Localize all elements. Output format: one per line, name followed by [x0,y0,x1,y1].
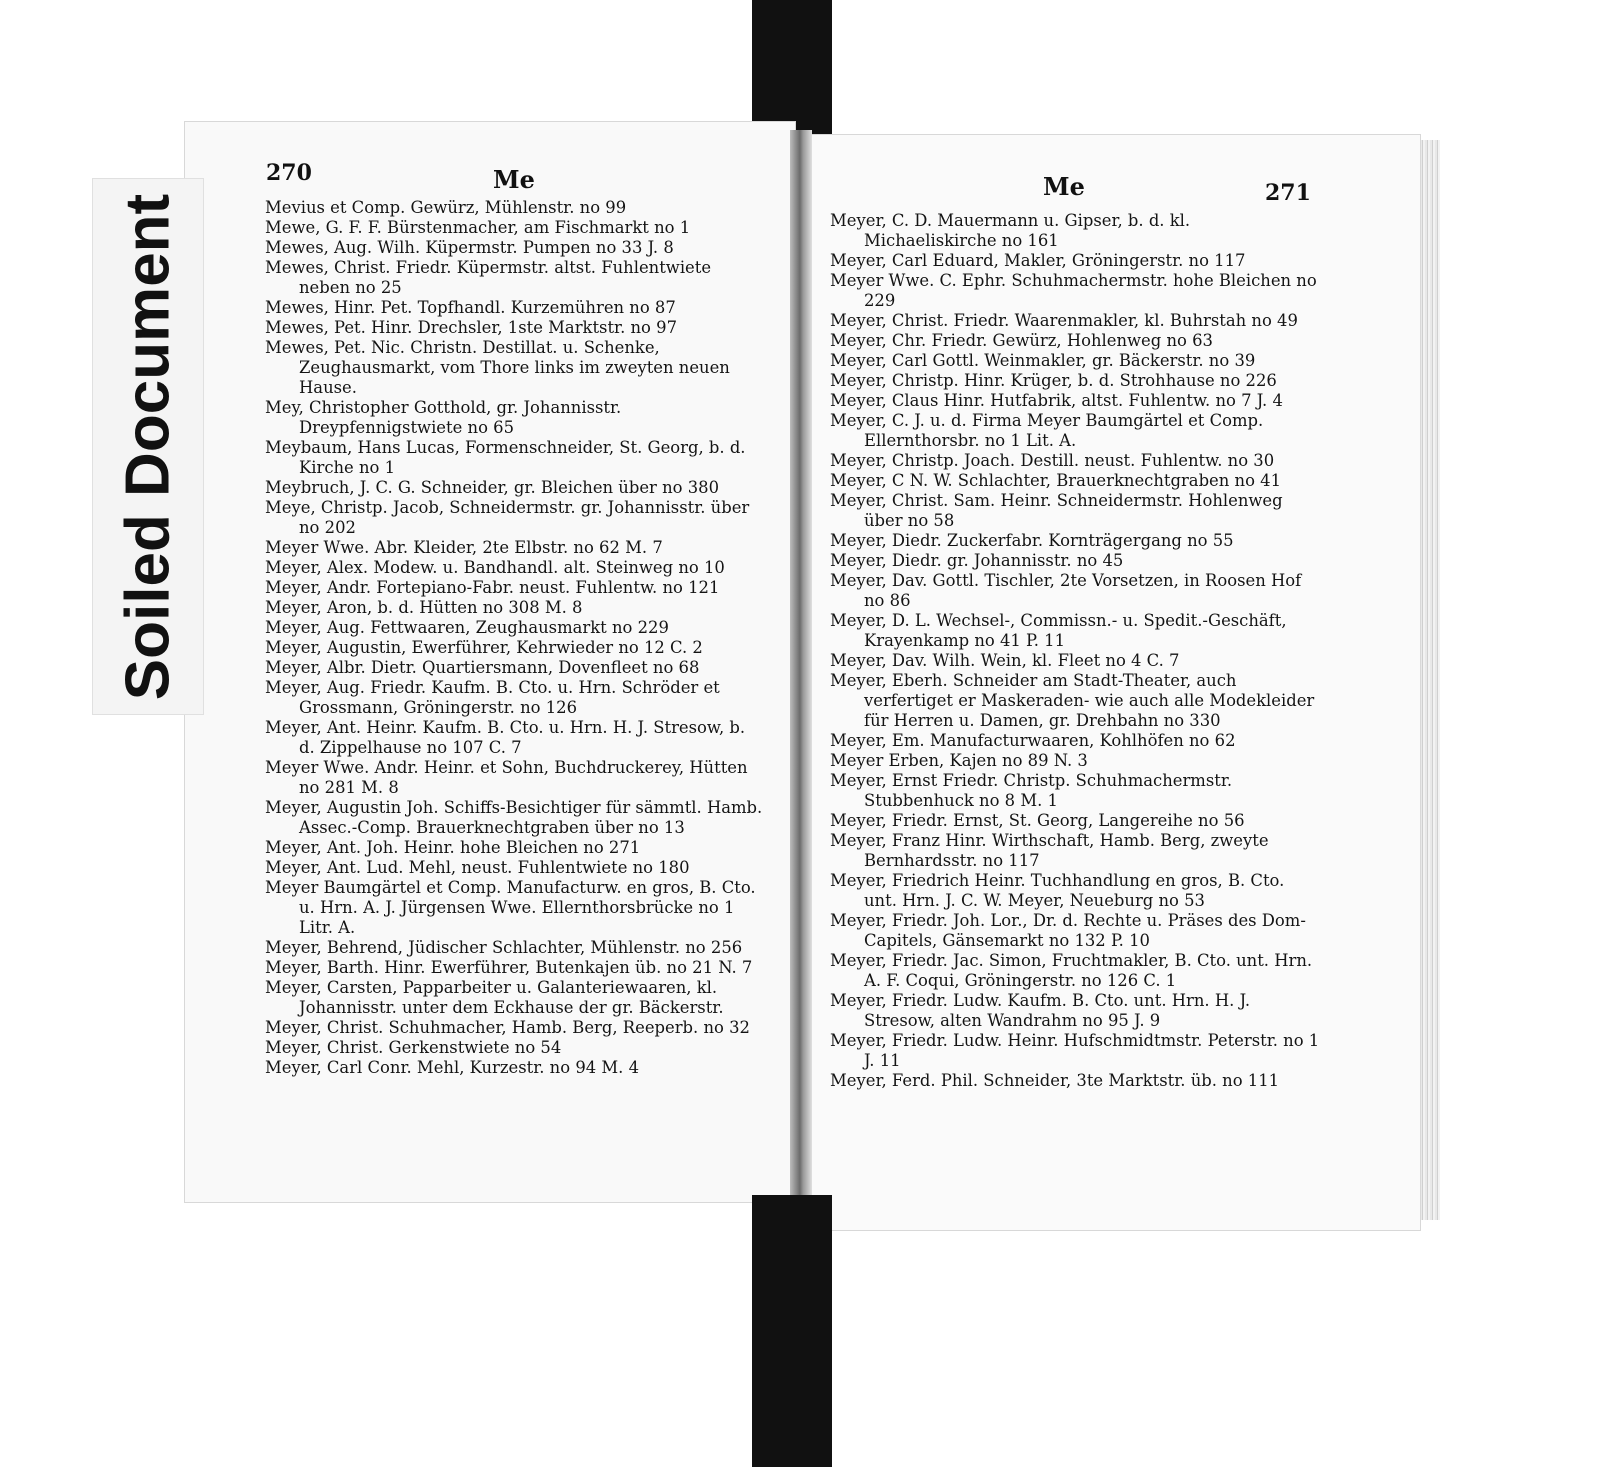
directory-entry: Mewes, Pet. Nic. Christn. Destillat. u. Schenke, Zeughausmarkt, vom Thore links im zweyten neuen Hause. [265,338,730,397]
directory-entry: Meyer, Em. Manufacturwaaren, Kohlhöfen no 62 [830,731,1236,750]
directory-entry: Mewes, Pet. Hinr. Drechsler, 1ste Marktstr. no 97 [265,318,677,337]
directory-entry: Meye, Christp. Jacob, Schneidermstr. gr. Johannisstr. über no 202 [265,498,750,537]
left-entry-list [265,198,765,1078]
directory-entry: Meyer, Aron, b. d. Hütten no 308 M. 8 [265,598,583,617]
directory-entry: Meyer, Diedr. Zuckerfabr. Kornträgergang no 55 [830,531,1234,550]
directory-entry: Meyer, Behrend, Jüdischer Schlachter, Mühlenstr. no 256 [265,938,743,957]
directory-entry: Meyer, C. J. u. d. Firma Meyer Baumgärtel et Comp. Ellernthorsbr. no 1 Lit. A. [830,411,1264,450]
right-page-number: 271 [1265,180,1311,206]
directory-entry: Meyer, Christp. Joach. Destill. neust. Fuhlentw. no 30 [830,451,1275,470]
directory-entry: Mewes, Aug. Wilh. Küpermstr. Pumpen no 33 J. 8 [265,238,674,257]
directory-entry: Meyer, Alex. Modew. u. Bandhandl. alt. Steinweg no 10 [265,558,725,577]
directory-entry: Meyer, Christ. Sam. Heinr. Schneidermstr. Hohlenweg über no 58 [830,491,1283,530]
right-entry-list [830,211,1320,1091]
right-page-header: Me [1043,172,1085,201]
directory-entry: Meyer, Friedr. Joh. Lor., Dr. d. Rechte u. Präses des Dom-Capitels, Gänsemarkt no 132 P. 10 [830,911,1306,950]
directory-entry: Meyer, Friedr. Ludw. Heinr. Hufschmidtmstr. Peterstr. no 1 J. 11 [830,1031,1320,1070]
directory-entry: Meyer, Carl Conr. Mehl, Kurzestr. no 94 M. 4 [265,1058,640,1077]
left-page-header: Me [493,165,535,194]
directory-entry: Meyer, Claus Hinr. Hutfabrik, altst. Fuhlentw. no 7 J. 4 [830,391,1283,410]
directory-entry: Meyer, Ferd. Phil. Schneider, 3te Marktstr. üb. no 111 [830,1071,1280,1090]
directory-entry: Meyer Baumgärtel et Comp. Manufacturw. en gros, B. Cto. u. Hrn. A. J. Jürgensen Wwe. Ellernthorsbrücke no 1 Litr. A. [265,878,756,937]
directory-entry: Meybruch, J. C. G. Schneider, gr. Bleichen über no 380 [265,478,720,497]
directory-entry: Meyer, Albr. Dietr. Quartiersmann, Dovenfleet no 68 [265,658,700,677]
directory-entry: Meyer, Aug. Friedr. Kaufm. B. Cto. u. Hrn. Schröder et Grossmann, Gröningerstr. no 126 [265,678,720,717]
directory-entry: Meyer, Carl Eduard, Makler, Gröningerstr. no 117 [830,251,1246,270]
directory-entry: Mewe, G. F. F. Bürstenmacher, am Fischmarkt no 1 [265,218,691,237]
directory-entry: Meyer, Eberh. Schneider am Stadt-Theater, auch verfertiget er Maskeraden- wie auch alle Modekleider für Herren u. Damen, gr. Drehbahn no 330 [830,671,1315,730]
binding-strap-top [752,0,832,135]
directory-entry: Meyer, Augustin, Ewerführer, Kehrwieder no 12 C. 2 [265,638,703,657]
directory-entry: Meyer, Christ. Gerkenstwiete no 54 [265,1038,562,1057]
directory-entry: Meyer, Christp. Hinr. Krüger, b. d. Strohhause no 226 [830,371,1277,390]
directory-entry: Meyer, C N. W. Schlachter, Brauerknechtgraben no 41 [830,471,1282,490]
directory-entry: Mey, Christopher Gotthold, gr. Johannisstr. Dreypfennigstwiete no 65 [265,398,622,437]
directory-entry: Meyer Wwe. Andr. Heinr. et Sohn, Buchdruckerey, Hütten no 281 M. 8 [265,758,748,797]
directory-entry: Meyer, Dav. Wilh. Wein, kl. Fleet no 4 C. 7 [830,651,1180,670]
directory-entry: Meyer, Friedr. Ludw. Kaufm. B. Cto. unt. Hrn. H. J. Stresow, alten Wandrahm no 95 J. 9 [830,991,1251,1030]
directory-entry: Meyer, Aug. Fettwaaren, Zeughausmarkt no 229 [265,618,669,637]
left-page-number: 270 [266,160,312,186]
directory-entry: Meyer, Christ. Schuhmacher, Hamb. Berg, Reeperb. no 32 [265,1018,750,1037]
directory-entry: Meyer, Franz Hinr. Wirthschaft, Hamb. Berg, zweyte Bernhardsstr. no 117 [830,831,1269,870]
directory-entry: Meyer, Friedr. Ernst, St. Georg, Langereihe no 56 [830,811,1245,830]
directory-entry: Meyer, Christ. Friedr. Waarenmakler, kl. Buhrstah no 49 [830,311,1298,330]
directory-entry: Meyer, Friedrich Heinr. Tuchhandlung en gros, B. Cto. unt. Hrn. J. C. W. Meyer, Neueburg no 53 [830,871,1285,910]
directory-entry: Meyer, Barth. Hinr. Ewerführer, Butenkajen üb. no 21 N. 7 [265,958,753,977]
directory-entry: Mevius et Comp. Gewürz, Mühlenstr. no 99 [265,198,627,217]
directory-entry: Meyer, Chr. Friedr. Gewürz, Hohlenweg no 63 [830,331,1213,350]
directory-entry: Meyer, Dav. Gottl. Tischler, 2te Vorsetzen, in Roosen Hof no 86 [830,571,1302,610]
directory-entry: Meyer Erben, Kajen no 89 N. 3 [830,751,1088,770]
directory-entry: Meyer, Ant. Lud. Mehl, neust. Fuhlentwiete no 180 [265,858,690,877]
directory-entry: Meyer, Augustin Joh. Schiffs-Besichtiger für sämmtl. Hamb. Assec.-Comp. Brauerknechtgraben über no 13 [265,798,763,837]
binding-strap-bottom [752,1195,832,1467]
directory-entry: Meyer, Friedr. Jac. Simon, Fruchtmakler, B. Cto. unt. Hrn. A. F. Coqui, Gröningerstr. no 126 C. 1 [830,951,1313,990]
directory-entry: Meyer, D. L. Wechsel-, Commissn.- u. Spedit.-Geschäft, Krayenkamp no 41 P. 11 [830,611,1287,650]
book-gutter [790,130,812,1210]
directory-entry: Meyer, Andr. Fortepiano-Fabr. neust. Fuhlentw. no 121 [265,578,720,597]
soiled-document-label [92,178,204,715]
directory-entry: Meyer, Carsten, Papparbeiter u. Galanteriewaaren, kl. Johannisstr. unter dem Eckhause der gr. Bäckerstr. [265,978,724,1017]
directory-entry: Meyer Wwe. Abr. Kleider, 2te Elbstr. no 62 M. 7 [265,538,663,557]
directory-entry: Meyer Wwe. C. Ephr. Schuhmachermstr. hohe Bleichen no 229 [830,271,1317,310]
directory-entry: Meyer, C. D. Mauermann u. Gipser, b. d. kl. Michaeliskirche no 161 [830,211,1191,250]
directory-entry: Meyer, Ernst Friedr. Christp. Schuhmachermstr. Stubbenhuck no 8 M. 1 [830,771,1233,810]
directory-entry: Meyer, Ant. Joh. Heinr. hohe Bleichen no 271 [265,838,641,857]
directory-entry: Meybaum, Hans Lucas, Formenschneider, St. Georg, b. d. Kirche no 1 [265,438,746,477]
directory-entry: Meyer, Diedr. gr. Johannisstr. no 45 [830,551,1124,570]
directory-entry: Meyer, Ant. Heinr. Kaufm. B. Cto. u. Hrn. H. J. Stresow, b. d. Zippelhause no 107 C. 7 [265,718,746,757]
stamp-text: Soiled Document [113,193,183,701]
directory-entry: Meyer, Carl Gottl. Weinmakler, gr. Bäckerstr. no 39 [830,351,1256,370]
directory-entry: Mewes, Hinr. Pet. Topfhandl. Kurzemühren no 87 [265,298,676,317]
directory-entry: Mewes, Christ. Friedr. Küpermstr. altst. Fuhlentwiete neben no 25 [265,258,712,297]
